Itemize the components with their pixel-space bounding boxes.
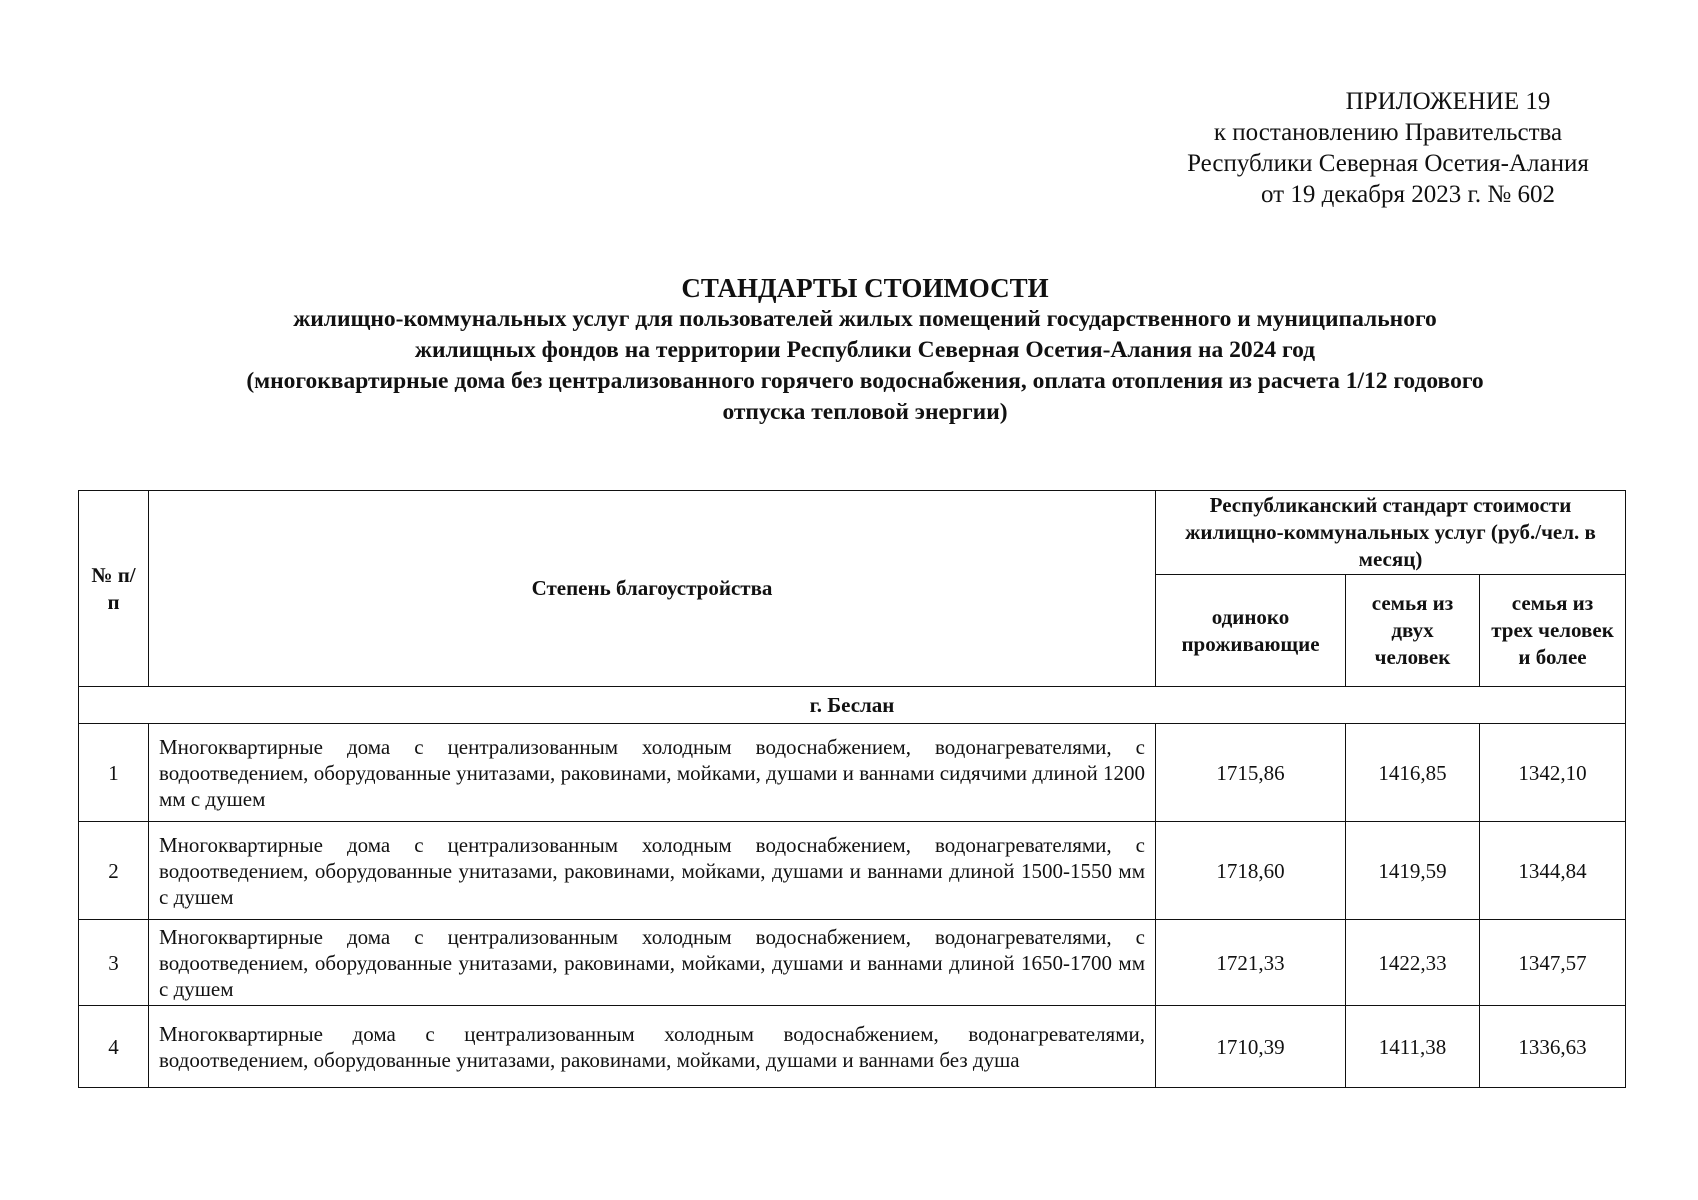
title-main: СТАНДАРТЫ СТОИМОСТИ xyxy=(681,273,1049,303)
row-description: Многоквартирные дома с централизованным холодным водоснабжением, водонагревателями, с водоотведением, оборудованные унитазами, раковинами, мойками, душами и ваннами сидячими длиной 1200 мм с душем xyxy=(149,724,1156,822)
row-three-value: 1342,10 xyxy=(1480,724,1626,822)
row-number: 3 xyxy=(79,920,149,1006)
row-number: 4 xyxy=(79,1006,149,1088)
title-line-2: жилищных фондов на территории Республики Северная Осетия-Алания на 2024 год xyxy=(414,337,1316,363)
table-row xyxy=(79,724,1626,822)
row-number: 2 xyxy=(79,822,149,920)
header-family-three: семья из трех человек и более xyxy=(1480,575,1626,687)
appendix-header xyxy=(1128,86,1648,210)
header-single-residents: одиноко проживающие xyxy=(1156,575,1346,687)
row-description: Многоквартирные дома с централизованным холодным водоснабжением, водонагревателями, водоотведением, оборудованные унитазами, раковинами, мойками, душами и ваннами без душа xyxy=(149,1006,1156,1088)
table-row xyxy=(79,1006,1626,1088)
appendix-resolution-line: к постановлению Правительства xyxy=(1213,119,1563,146)
row-single-value: 1721,33 xyxy=(1156,920,1346,1006)
header-family-two: семья из двух человек xyxy=(1346,575,1480,687)
header-standard: Республиканский стандарт стоимости жилищно-коммунальных услуг (руб./чел. в месяц) xyxy=(1156,491,1626,575)
standards-table xyxy=(78,490,1626,1088)
row-description: Многоквартирные дома с централизованным холодным водоснабжением, водонагревателями, с водоотведением, оборудованные унитазами, раковинами, мойками, душами и ваннами длиной 1650-1700 мм с душем xyxy=(149,920,1156,1006)
row-three-value: 1347,57 xyxy=(1480,920,1626,1006)
title-line-3: (многоквартирные дома без централизованного горячего водоснабжения, оплата отопления из расчета 1/12 годового xyxy=(246,368,1484,394)
row-single-value: 1718,60 xyxy=(1156,822,1346,920)
section-city: г. Беслан xyxy=(79,687,1626,724)
appendix-date-line: от 19 декабря 2023 г. № 602 xyxy=(1260,181,1556,208)
row-description: Многоквартирные дома с централизованным холодным водоснабжением, водонагревателями, с водоотведением, оборудованные унитазами, раковинами, мойками, душами и ваннами длиной 1500-1550 мм с душем xyxy=(149,822,1156,920)
row-two-value: 1419,59 xyxy=(1346,822,1480,920)
header-number: № п/п xyxy=(79,491,149,687)
row-single-value: 1710,39 xyxy=(1156,1006,1346,1088)
appendix-number: ПРИЛОЖЕНИЕ 19 xyxy=(1345,88,1551,115)
appendix-republic-line: Республики Северная Осетия-Алания xyxy=(1187,150,1589,177)
row-three-value: 1344,84 xyxy=(1480,822,1626,920)
row-two-value: 1411,38 xyxy=(1346,1006,1480,1088)
row-three-value: 1336,63 xyxy=(1480,1006,1626,1088)
document-title xyxy=(70,272,1660,428)
title-line-4: отпуска тепловой энергии) xyxy=(722,399,1008,425)
row-single-value: 1715,86 xyxy=(1156,724,1346,822)
row-two-value: 1416,85 xyxy=(1346,724,1480,822)
header-degree: Степень благоустройства xyxy=(149,491,1156,687)
row-two-value: 1422,33 xyxy=(1346,920,1480,1006)
table-row xyxy=(79,822,1626,920)
table-row xyxy=(79,920,1626,1006)
row-number: 1 xyxy=(79,724,149,822)
title-line-1: жилищно-коммунальных услуг для пользователей жилых помещений государственного и муниципального xyxy=(293,306,1437,332)
